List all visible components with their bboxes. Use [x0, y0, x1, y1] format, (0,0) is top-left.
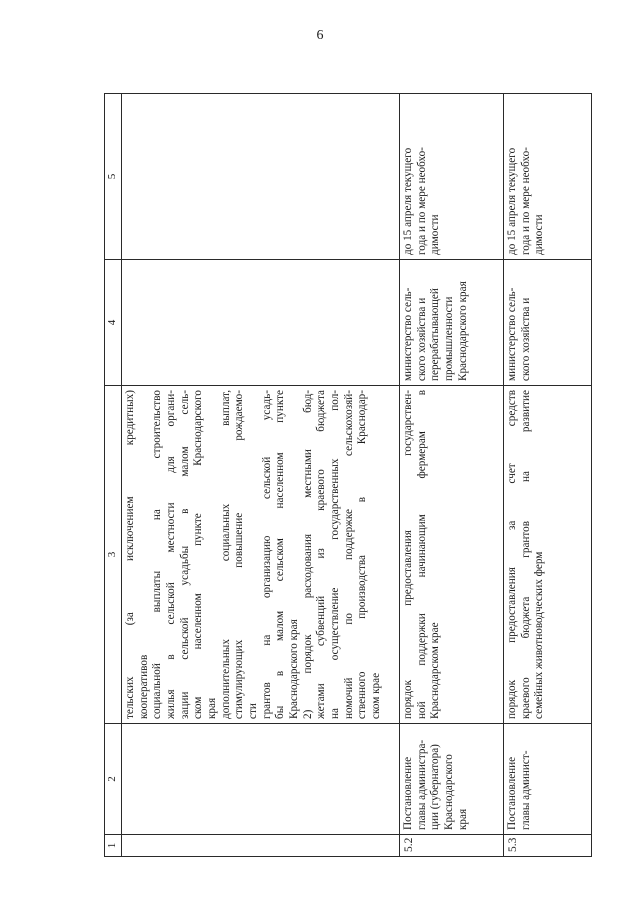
content-line: краевого бюджета грантов на развитие [519, 390, 532, 719]
document-line: Постановление [402, 756, 414, 830]
term-line: до 15 апреля текущего [506, 147, 518, 255]
executor-line: ского хозяйства и [415, 297, 428, 381]
content-cell [122, 386, 400, 724]
document-line: Постановление [506, 756, 518, 830]
row-number [122, 835, 400, 857]
content-line: грантов на организацию сельской усадь- [260, 390, 273, 719]
header-cell-5: 5 [105, 94, 122, 260]
content-cell [504, 386, 592, 724]
content-cell [400, 386, 504, 724]
document-cell [504, 724, 592, 835]
content-line: дополнительных социальных выплат, [219, 390, 232, 719]
term-line: димости [429, 214, 442, 255]
content-line: зации сельской усадьбы в малом сель- [178, 390, 191, 719]
content-line: стимулирующих повышение рождаемо- [233, 390, 246, 719]
table-row [122, 94, 400, 857]
content-line: социальной выплаты на строительство [151, 390, 164, 719]
rotated-table-wrapper [104, 94, 590, 857]
header-cell-1: 1 [105, 835, 122, 857]
document-line: края [456, 808, 469, 830]
table-row [400, 94, 504, 857]
content-line: сти [246, 703, 259, 719]
executor-line: министерство сель- [402, 287, 414, 381]
executor-line: министерство сель- [506, 287, 518, 381]
content-line: бы в малом сельском населенном пункте [274, 390, 287, 719]
content-line: ственного производства в Краснодар- [356, 390, 369, 719]
document-line: главы администра- [415, 739, 428, 830]
table-header-row [105, 94, 122, 857]
term-line: года и по мере необхо- [415, 147, 428, 255]
header-cell-3: 3 [105, 386, 122, 724]
content-line: порядок предоставления за счет средств [506, 390, 518, 719]
content-line: порядок предоставления государствен- [402, 390, 414, 719]
executor-cell [504, 260, 592, 386]
executor-line: ского хозяйства и [519, 297, 532, 381]
content-line: жетами субвенций из краевого бюджета [315, 390, 328, 719]
term-cell [504, 94, 592, 260]
content-line: Краснодарского края [287, 619, 300, 719]
page-number: 6 [316, 28, 324, 43]
content-line: ском крае [369, 672, 382, 719]
content-line: ной поддержки начинающим фермерам в [415, 390, 428, 719]
content-line: Краснодарском крае [429, 622, 442, 719]
content-line: 2) порядок расходования местными бюд- [301, 390, 314, 719]
content-line: кооперативов [137, 654, 150, 719]
executor-cell [400, 260, 504, 386]
term-cell [122, 94, 400, 260]
content-line: тельских (за исключением кредитных) [124, 390, 136, 719]
content-line: жилья в сельской местности для органи- [164, 390, 177, 719]
document-line: Краснодарского [442, 754, 455, 830]
executor-line: перерабатывающей [429, 288, 442, 381]
plan-table [104, 93, 592, 857]
document-cell [122, 724, 400, 835]
document-line: ции (губернатора) [429, 744, 442, 830]
executor-line: промышленности [442, 296, 455, 381]
document-cell [400, 724, 504, 835]
row-number: 5.3 [504, 835, 592, 857]
term-line: димости [533, 214, 546, 255]
content-line: номочий по поддержке сельскохозяй- [342, 390, 355, 719]
document-line: главы админист- [519, 750, 532, 830]
table-row [504, 94, 592, 857]
term-line: до 15 апреля текущего [402, 147, 414, 255]
row-number: 5.2 [400, 835, 504, 857]
header-cell-4: 4 [105, 260, 122, 386]
executor-line: Краснодарского края [456, 281, 469, 381]
header-cell-2: 2 [105, 724, 122, 835]
term-cell [400, 94, 504, 260]
term-line: года и по мере необхо- [519, 147, 532, 255]
content-line: ском населенном пункте Краснодарского [192, 390, 205, 719]
content-line: края [205, 697, 218, 719]
content-line: семейных животноводческих ферм [533, 551, 546, 719]
executor-cell [122, 260, 400, 386]
content-line: на осуществление государственных пол- [328, 390, 341, 719]
